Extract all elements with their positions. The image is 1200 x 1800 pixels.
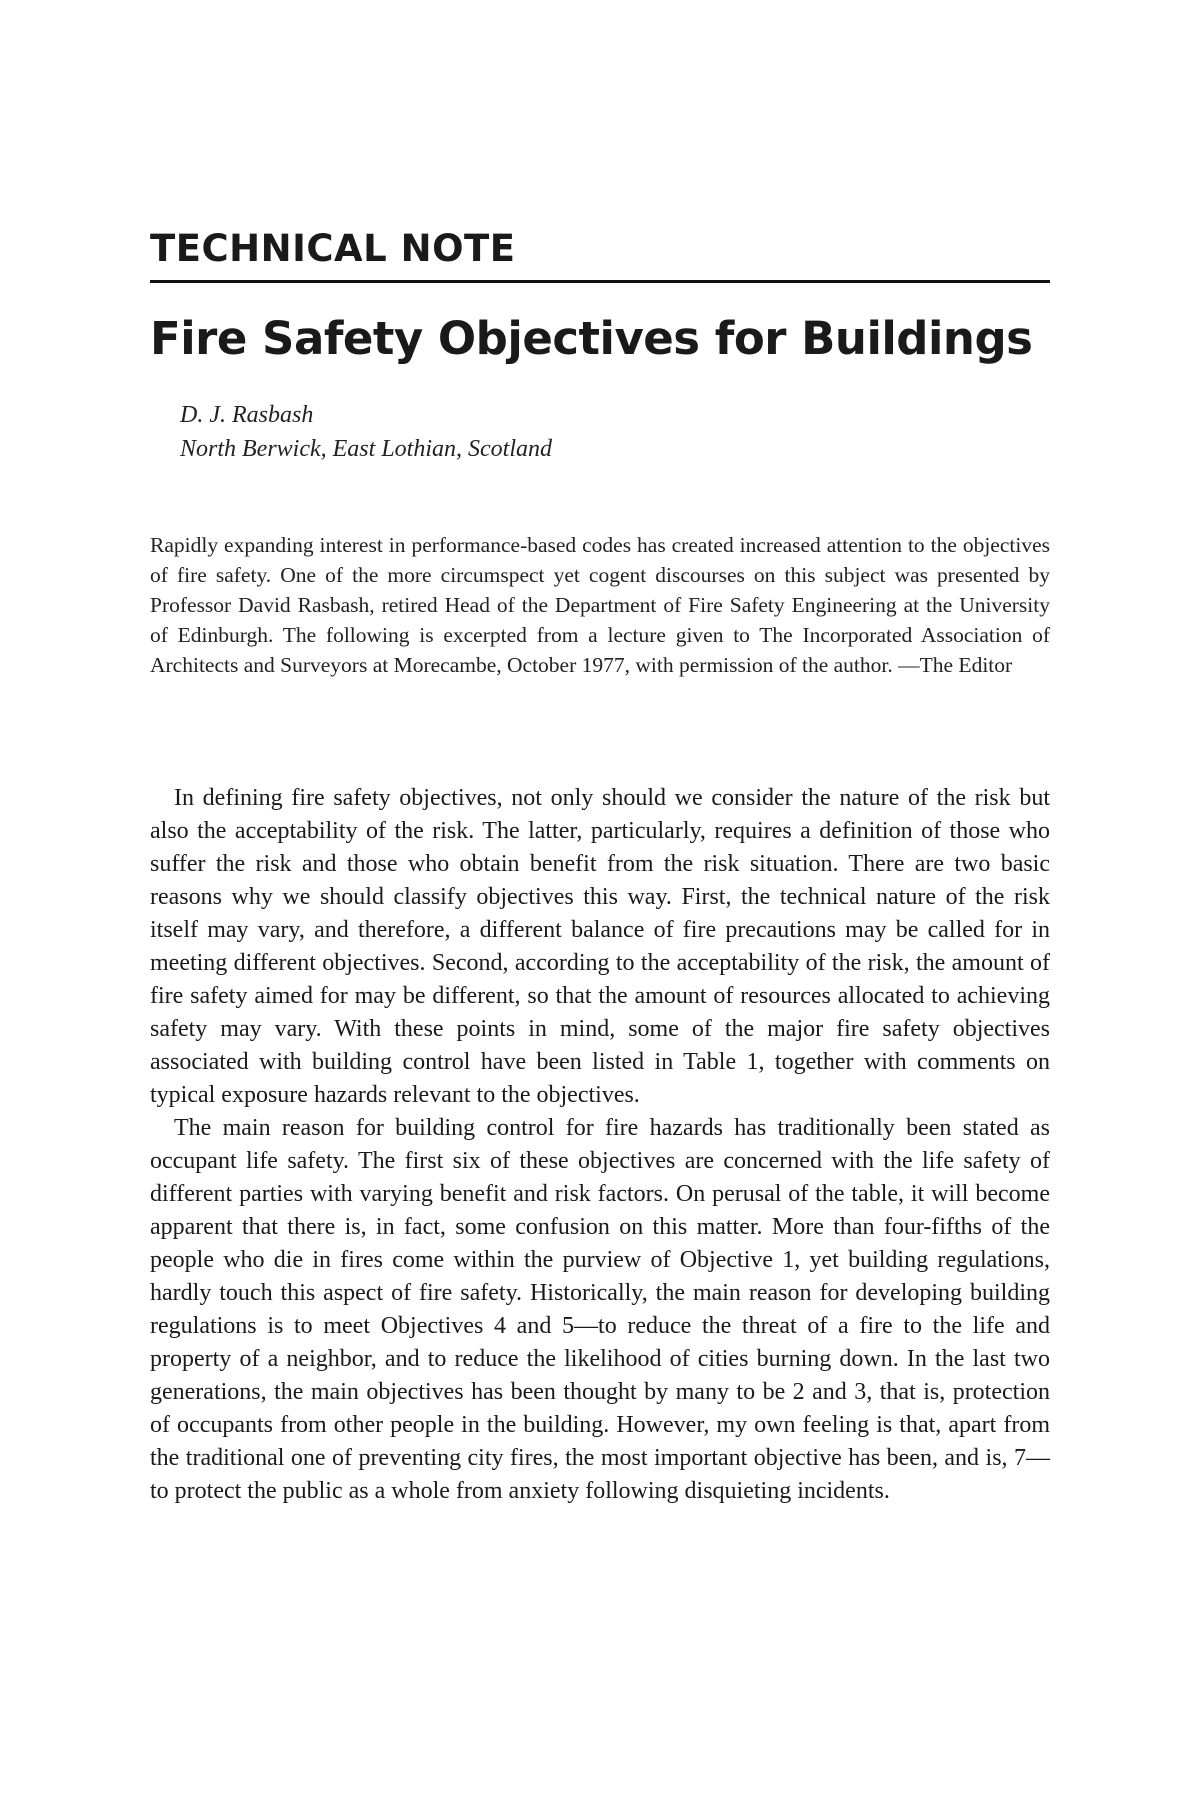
- editor-abstract: Rapidly expanding interest in performance-based codes has created increased attention to the objectives of fire safety. One of the more circumspect yet cogent discourses on this subject was presented by Professor David Rasbash, retired Head of the Department of Fire Safety Engineering at the University of Edinburgh. The following is excerpted from a lecture given to The Incorporated Association of Architects and Surveyors at Morecambe, October 1977, with permission of the author. —The Editor: [150, 533, 1050, 677]
- article-body: [150, 782, 1050, 1508]
- section-label: TECHNICAL NOTE: [150, 227, 516, 270]
- body-paragraph: The main reason for building control for fire hazards has traditionally been stated as occupant life safety. The first six of these objectives are concerned with the life safety of different parties with varying benefit and risk factors. On perusal of the table, it will become apparent that there is, in fact, some confusion on this matter. More than four-fifths of the people who die in fires come within the purview of Objective 1, yet building regulations, hardly touch this aspect of fire safety. Historically, the main reason for developing building regulations is to meet Objectives 4 and 5—to reduce the threat of a fire to the life and property of a neighbor, and to reduce the likelihood of cities burning down. In the last two generations, the main objectives has been thought by many to be 2 and 3, that is, protection of occupants from other people in the building. However, my own feeling is that, apart from the traditional one of preventing city fires, the most important objective has been, and is, 7—to protect the public as a whole from anxiety following disquieting incidents.: [150, 1115, 1050, 1504]
- author-name: D. J. Rasbash: [180, 402, 314, 428]
- header-rule: [150, 280, 1050, 283]
- author-block: [180, 398, 552, 466]
- article-title: Fire Safety Objectives for Buildings: [150, 312, 1033, 365]
- author-affiliation: North Berwick, East Lothian, Scotland: [180, 436, 552, 462]
- document-page: [150, 0, 1050, 1800]
- body-paragraph: In defining fire safety objectives, not only should we consider the nature of the risk but also the acceptability of the risk. The latter, particularly, requires a definition of those who suffer the risk and those who obtain benefit from the risk situation. There are two basic reasons why we should classify objectives this way. First, the technical nature of the risk itself may vary, and therefore, a different balance of fire precautions may be called for in meeting different objectives. Second, according to the acceptability of the risk, the amount of fire safety aimed for may be different, so that the amount of resources allocated to achieving safety may vary. With these points in mind, some of the major fire safety objectives associated with building control have been listed in Table 1, together with comments on typical exposure hazards relevant to the objectives.: [150, 785, 1050, 1108]
